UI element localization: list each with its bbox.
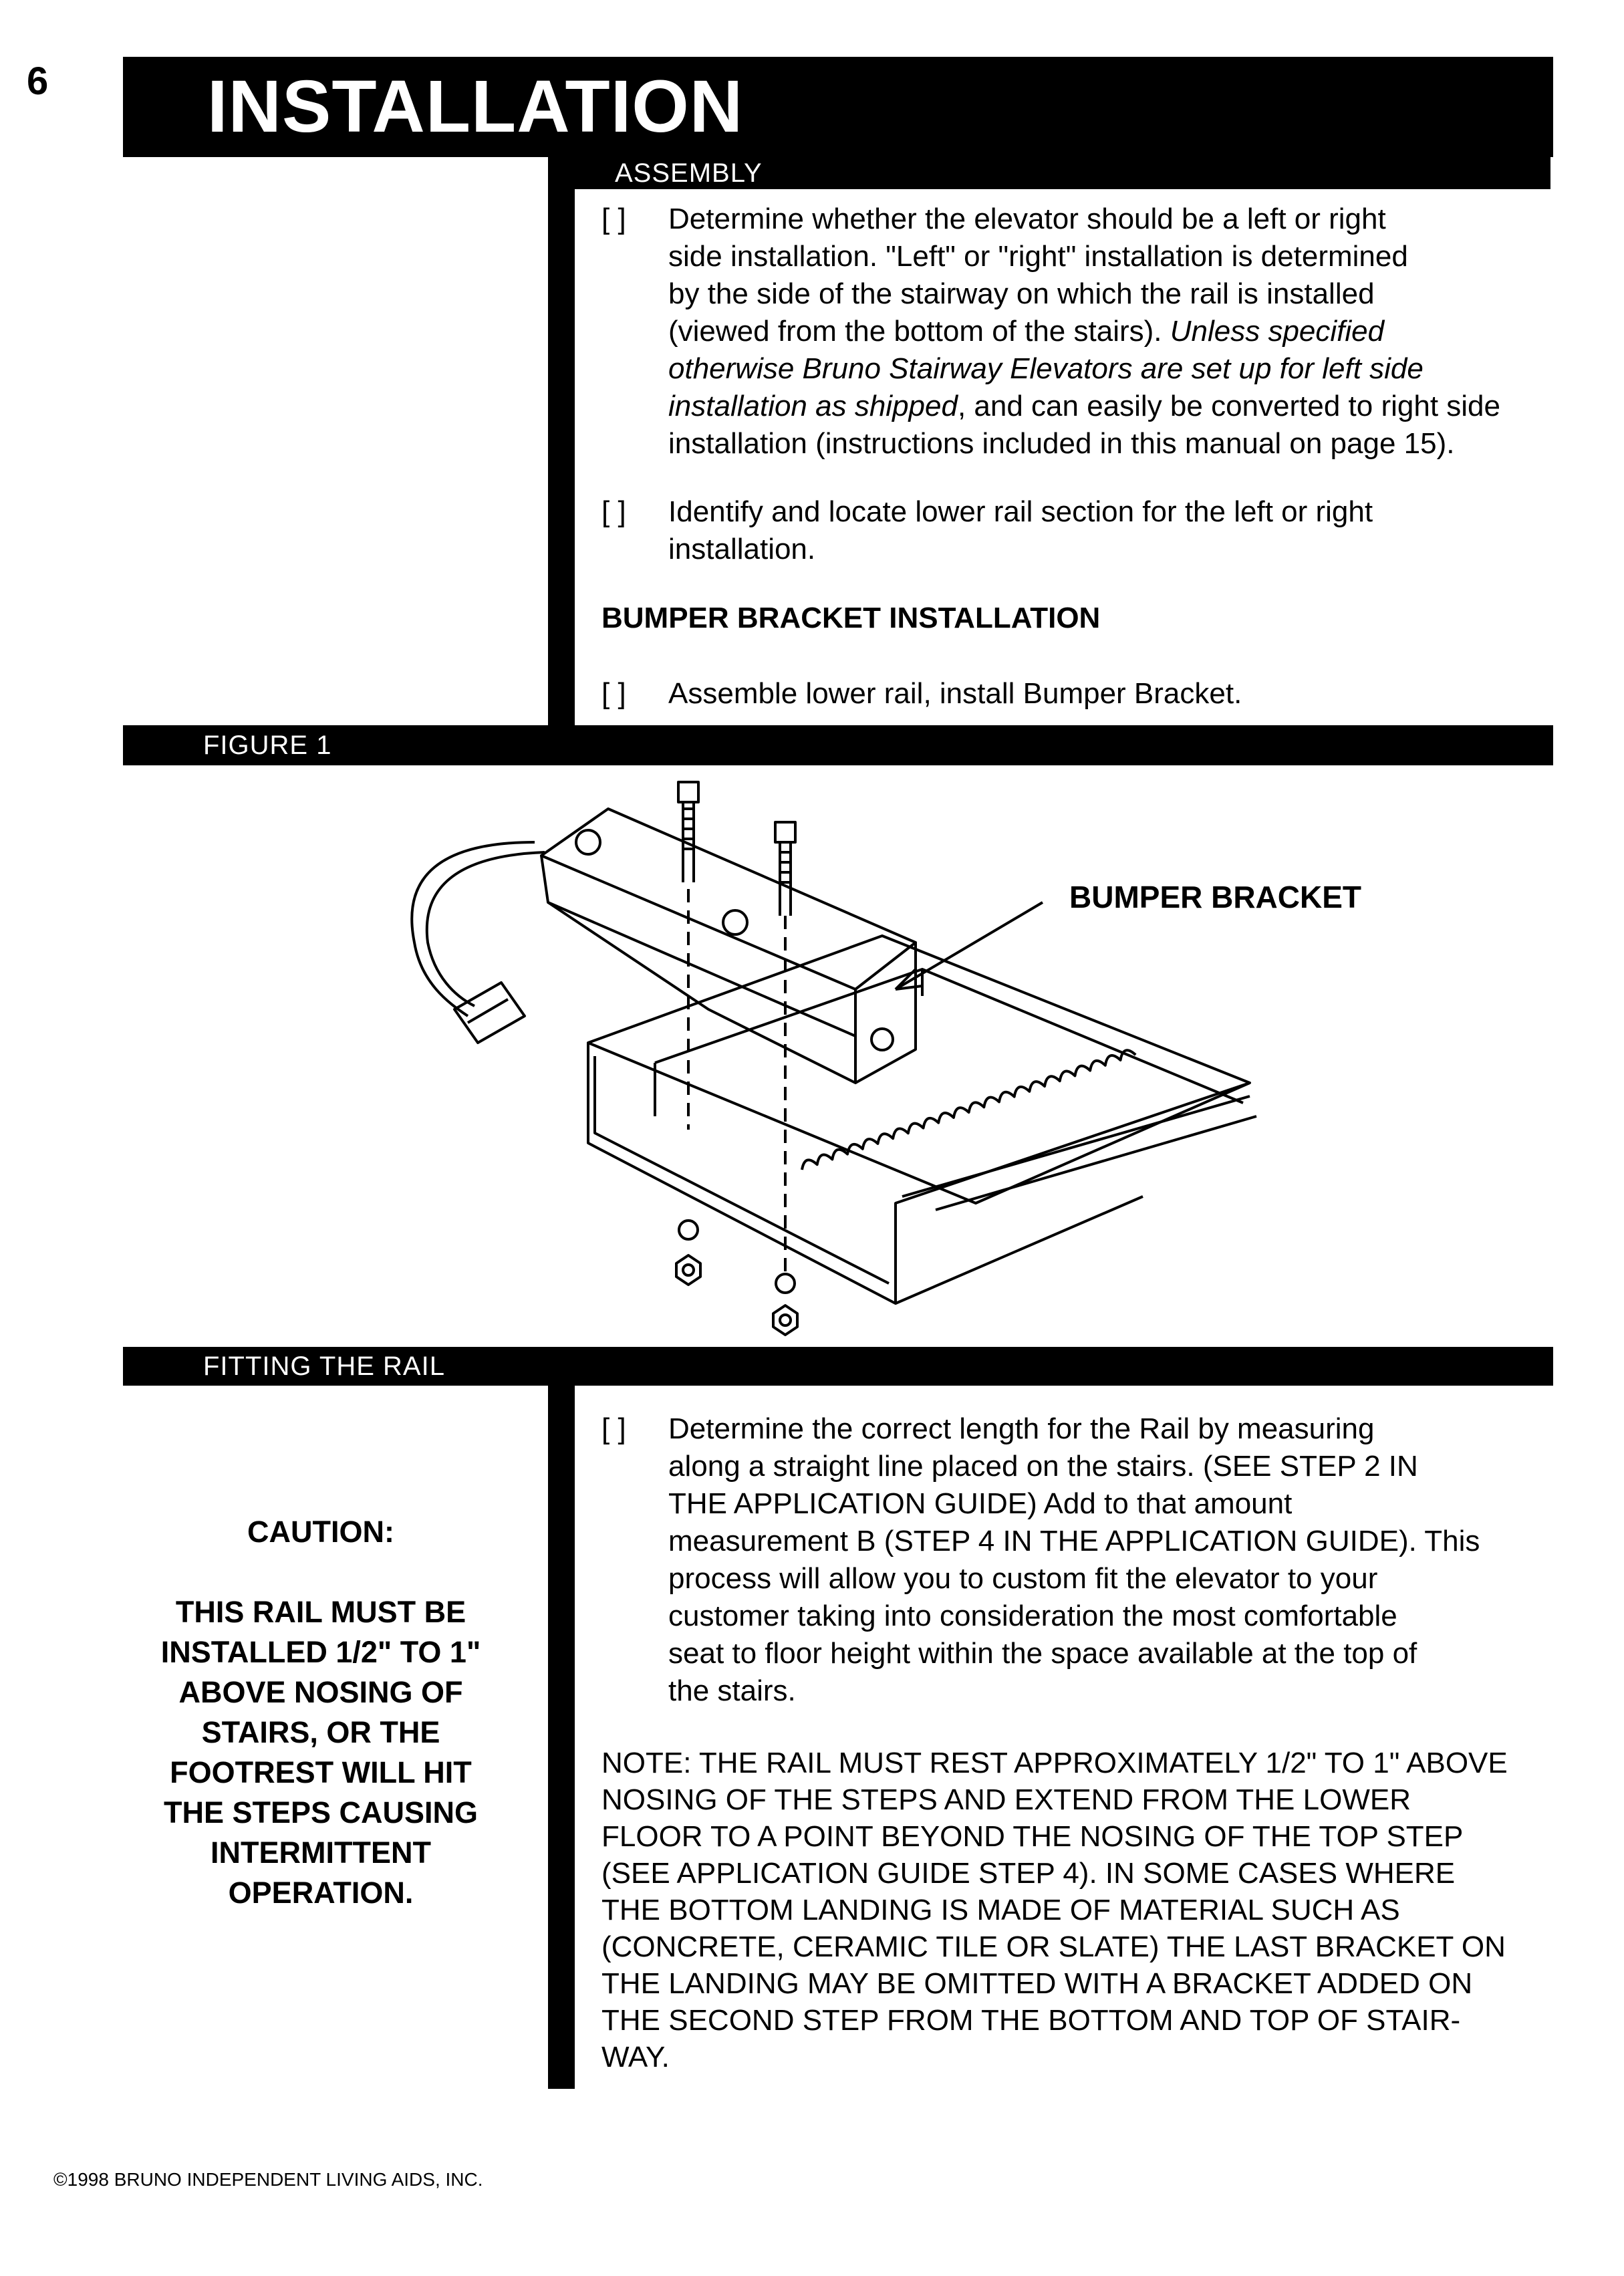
figure-header-bar	[123, 725, 1553, 765]
assembly-item-1	[601, 201, 1550, 468]
caution-line: FOOTREST WILL HIT	[170, 1755, 472, 1789]
fitting-item-text: Determine the correct length for the Rail by measuring along a straight line placed on the stairs. (SEE STEP 2 IN THE APPLICATION GUIDE) Add to that amount measurement B (STEP 4 IN THE APPLICATION GUIDE). This process will allow you to custom fit the elevator to your customer taking into consideration the most comfortable seat to floor height within the space available at the top of the stairs.	[668, 1412, 1480, 1707]
checkbox[interactable]: [ ]	[601, 203, 626, 235]
caution-line: STAIRS, OR THE	[201, 1715, 440, 1749]
bumper-item	[601, 675, 1550, 715]
assembly-item-2-text: Identify and locate lower rail section for the left or right installation.	[668, 495, 1373, 565]
checkbox[interactable]: [ ]	[601, 1412, 626, 1445]
leader-line	[896, 902, 1043, 989]
fitting-header-bar	[123, 1347, 1553, 1386]
checkbox[interactable]: [ ]	[601, 495, 626, 528]
caution-line: INTERMITTENT	[211, 1836, 431, 1870]
caution-line: THIS RAIL MUST BE	[175, 1595, 466, 1629]
caution-block	[120, 1512, 521, 1913]
bumper-bracket-label: BUMPER BRACKET	[1069, 880, 1361, 914]
fitting-item	[601, 1410, 1550, 1718]
figure-header: FIGURE 1	[203, 731, 332, 760]
note-block: NOTE: THE RAIL MUST REST APPROXIMATELY 1/2" TO 1" ABOVE NOSING OF THE STEPS AND EXTEND FROM THE LOWER FLOOR TO A POINT BEYOND THE NOSING OF THE TOP STEP (SEE APPLICATION GUIDE STEP 4). IN SOME CASES WHERE THE BOTTOM LANDING IS MADE OF MATERIAL SUCH AS (CONCRETE, CERAMIC TILE OR SLATE) THE LAST BRACKET ON THE LANDING MAY BE OMITTED WITH A BRACKET ADDED ON THE SECOND STEP FROM THE BOTTOM AND TOP OF STAIR- WAY.	[601, 1747, 1508, 2073]
caution-line: OPERATION.	[228, 1876, 414, 1910]
caution-line: THE STEPS CAUSING	[163, 1795, 479, 1829]
assembly-header-bar	[548, 157, 1550, 189]
assembly-divider	[548, 157, 575, 725]
caution-line: INSTALLED 1/2" TO 1"	[160, 1635, 481, 1669]
assembly-header: ASSEMBLY	[615, 158, 763, 188]
checkbox[interactable]: [ ]	[601, 677, 626, 710]
caution-title: CAUTION:	[247, 1515, 394, 1549]
caution-line: ABOVE NOSING OF	[178, 1675, 463, 1709]
assembly-item-2	[601, 493, 1550, 574]
fitting-header: FITTING THE RAIL	[203, 1352, 445, 1381]
bumper-bracket-illustration	[374, 769, 1510, 1344]
assembly-item-1-text: Determine whether the elevator should be a left or right side installation. "Left" or "right" installation is determined by the side of the stairway on which the rail is installed (viewed from the bottom of the stairs). Unless specified otherwise Bruno Stairway Elevators are set up for left side installation as shipped, and can easily be converted to right side installation (instructions included in this manual on page 15).	[668, 203, 1500, 460]
page-title: INSTALLATION	[207, 66, 744, 148]
bumper-item-text: Assemble lower rail, install Bumper Bracket.	[668, 677, 1242, 710]
bumper-heading: BUMPER BRACKET INSTALLATION	[601, 602, 1101, 634]
fitting-divider	[548, 1347, 575, 2089]
copyright-footer: ©1998 BRUNO INDEPENDENT LIVING AIDS, INC.	[53, 2169, 483, 2190]
page-number: 6	[27, 59, 49, 103]
